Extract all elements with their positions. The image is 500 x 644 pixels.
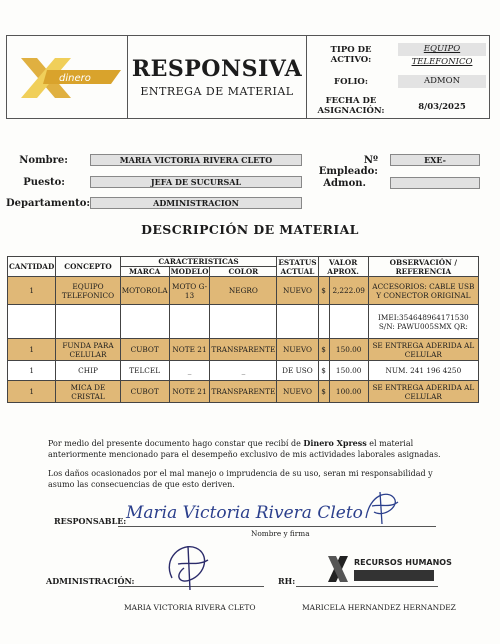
header-box (6, 35, 490, 119)
document-subtitle: ENTREGA DE MATERIAL (140, 85, 294, 98)
admin-name: MARIA VICTORIA RIVERA CLETO (124, 603, 256, 612)
admon-field (390, 177, 480, 189)
cell-concepto: EQUIPO TELEFONICO (56, 277, 120, 305)
administracion-label: ADMINISTRACIÓN: (46, 576, 135, 586)
document-title: RESPONSIVA (131, 56, 303, 82)
rh-signature-line (296, 586, 438, 587)
numero-empleado-label: Nº Empleado: (318, 155, 378, 177)
cell-moneda: $ (318, 277, 329, 305)
cell-modelo (169, 305, 210, 339)
cell-estatus: NUEVO (277, 339, 318, 361)
cell-modelo: NOTE 21 (169, 381, 210, 403)
material-table (7, 256, 479, 403)
receipt-statement (48, 438, 448, 460)
cell-concepto (56, 305, 120, 339)
cell-estatus: NUEVO (277, 381, 318, 403)
puesto-label: Puesto: (23, 177, 65, 188)
header-observacion: OBSERVACIÓN / REFERENCIA (368, 257, 478, 277)
cell-valor: 2,222.09 (329, 277, 368, 305)
tipo-activo-label: TIPO DE ACTIVO: (330, 45, 372, 65)
cell-valor: 150.00 (329, 361, 368, 381)
folio-label: FOLIO: (334, 77, 368, 87)
cell-color: TRANSPARENTE (210, 339, 277, 361)
header-modelo: MODELO (170, 267, 209, 276)
cell-cantidad: 1 (8, 361, 56, 381)
cell-valor: 150.00 (329, 339, 368, 361)
cell-observacion: NUM. 241 196 4250 (368, 361, 478, 381)
cell-modelo: _ (169, 361, 210, 381)
nombre-firma-caption: Nombre y firma (251, 529, 310, 538)
folio-value: ADMON (398, 75, 486, 88)
cell-marca: MOTOROLA (120, 277, 169, 305)
nombre-field: MARIA VICTORIA RIVERA CLETO (90, 154, 302, 166)
nombre-label: Nombre: (19, 155, 68, 166)
cell-color: TRANSPARENTE (210, 381, 277, 403)
rh-label: RH: (278, 576, 296, 586)
departamento-label: Departamento: (6, 198, 91, 209)
cell-marca: CUBOT (120, 381, 169, 403)
cell-moneda: $ (318, 381, 329, 403)
stamp-text: RECURSOS HUMANOS (354, 558, 452, 567)
departamento-field: ADMINISTRACION (90, 197, 302, 209)
cell-estatus (277, 305, 318, 339)
cell-concepto: FUNDA PARA CELULAR (56, 339, 120, 361)
statement-text-b: el material anteriormente mencionado para el desempeño exclusivo de mis actividades laborales asignadas. (48, 439, 441, 459)
tipo-activo-value: EQUIPO TELEFONICO (398, 43, 486, 56)
cell-marca: TELCEL (120, 361, 169, 381)
cell-cantidad: 1 (8, 381, 56, 403)
responsable-label: RESPONSABLE: (54, 516, 127, 526)
cell-observacion: ACCESORIOS: CABLE USB Y CONECTOR ORIGINAL (368, 277, 478, 305)
cell-cantidad: 1 (8, 277, 56, 305)
cell-moneda: $ (318, 361, 329, 381)
fecha-asignacion-label: FECHA DE ASIGNACIÓN: (317, 96, 385, 116)
company-logo (13, 36, 125, 118)
cell-moneda: $ (318, 339, 329, 361)
cell-cantidad (8, 305, 56, 339)
administracion-signature-icon (160, 538, 216, 594)
table-row (8, 339, 479, 361)
responsibility-statement: Los daños ocasionados por el mal manejo o imprudencia de su uso, seran mi responsabilidad y asumo las consecuencias de que esto deriven. (48, 469, 433, 489)
logo-text: dinero (59, 73, 91, 84)
cell-estatus: DE USO (277, 361, 318, 381)
table-header-row (8, 257, 479, 267)
statement-brand: Dinero Xpress (303, 438, 367, 448)
statement-text-a: Por medio del presente documento hago constar que recibí de (48, 439, 304, 448)
header-color: COLOR (210, 267, 277, 277)
table-row (8, 277, 479, 305)
puesto-field: JEFA DE SUCURSAL (90, 176, 302, 188)
cell-estatus: NUEVO (277, 277, 318, 305)
cell-marca: CUBOT (120, 339, 169, 361)
header-caracteristicas: CARACTERISTICAS (120, 257, 277, 267)
cell-marca (120, 305, 169, 339)
rh-stamp-icon (326, 552, 452, 586)
cell-observacion: SE ENTREGA ADERIDA AL CELULAR (368, 339, 478, 361)
header-concepto: CONCEPTO (56, 257, 120, 277)
section-title: DESCRIPCIÓN DE MATERIAL (141, 222, 359, 237)
table-row (8, 361, 479, 381)
title-column (127, 36, 307, 118)
header-estatus: ESTATUS ACTUAL (278, 257, 317, 276)
cell-color: NEGRO (210, 277, 277, 305)
admon-label: Admon. (323, 178, 366, 189)
cell-observacion: IMEI:354648964171530 S/N: PAWU005SMX QR: (368, 305, 478, 339)
cell-modelo: MOTO G-13 (169, 277, 210, 305)
dinero-xpress-logo (13, 36, 125, 118)
cell-concepto: MICA DE CRISTAL (56, 381, 120, 403)
responsable-handwritten-name: Maria Victoria Rivera Cleto (126, 503, 363, 523)
cell-color (210, 305, 277, 339)
cell-valor (329, 305, 368, 339)
fecha-asignacion-value: 8/03/2025 (418, 102, 466, 112)
header-marca: MARCA (120, 267, 169, 277)
cell-valor: 100.00 (329, 381, 368, 403)
header-valor: VALOR APROX. (318, 257, 368, 277)
numero-empleado-field: EXE- (390, 154, 480, 166)
cell-concepto: CHIP (56, 361, 120, 381)
cell-cantidad: 1 (8, 339, 56, 361)
table-row (8, 305, 479, 339)
cell-color: _ (210, 361, 277, 381)
rh-name: MARICELA HERNANDEZ HERNANDEZ (302, 603, 456, 612)
cell-observacion: SE ENTREGA ADERIDA AL CELULAR (368, 381, 478, 403)
header-cantidad: CANTIDAD (8, 257, 56, 277)
cell-moneda (318, 305, 329, 339)
responsable-signature-icon (360, 488, 404, 528)
table-row (8, 381, 479, 403)
cell-modelo: NOTE 21 (169, 339, 210, 361)
